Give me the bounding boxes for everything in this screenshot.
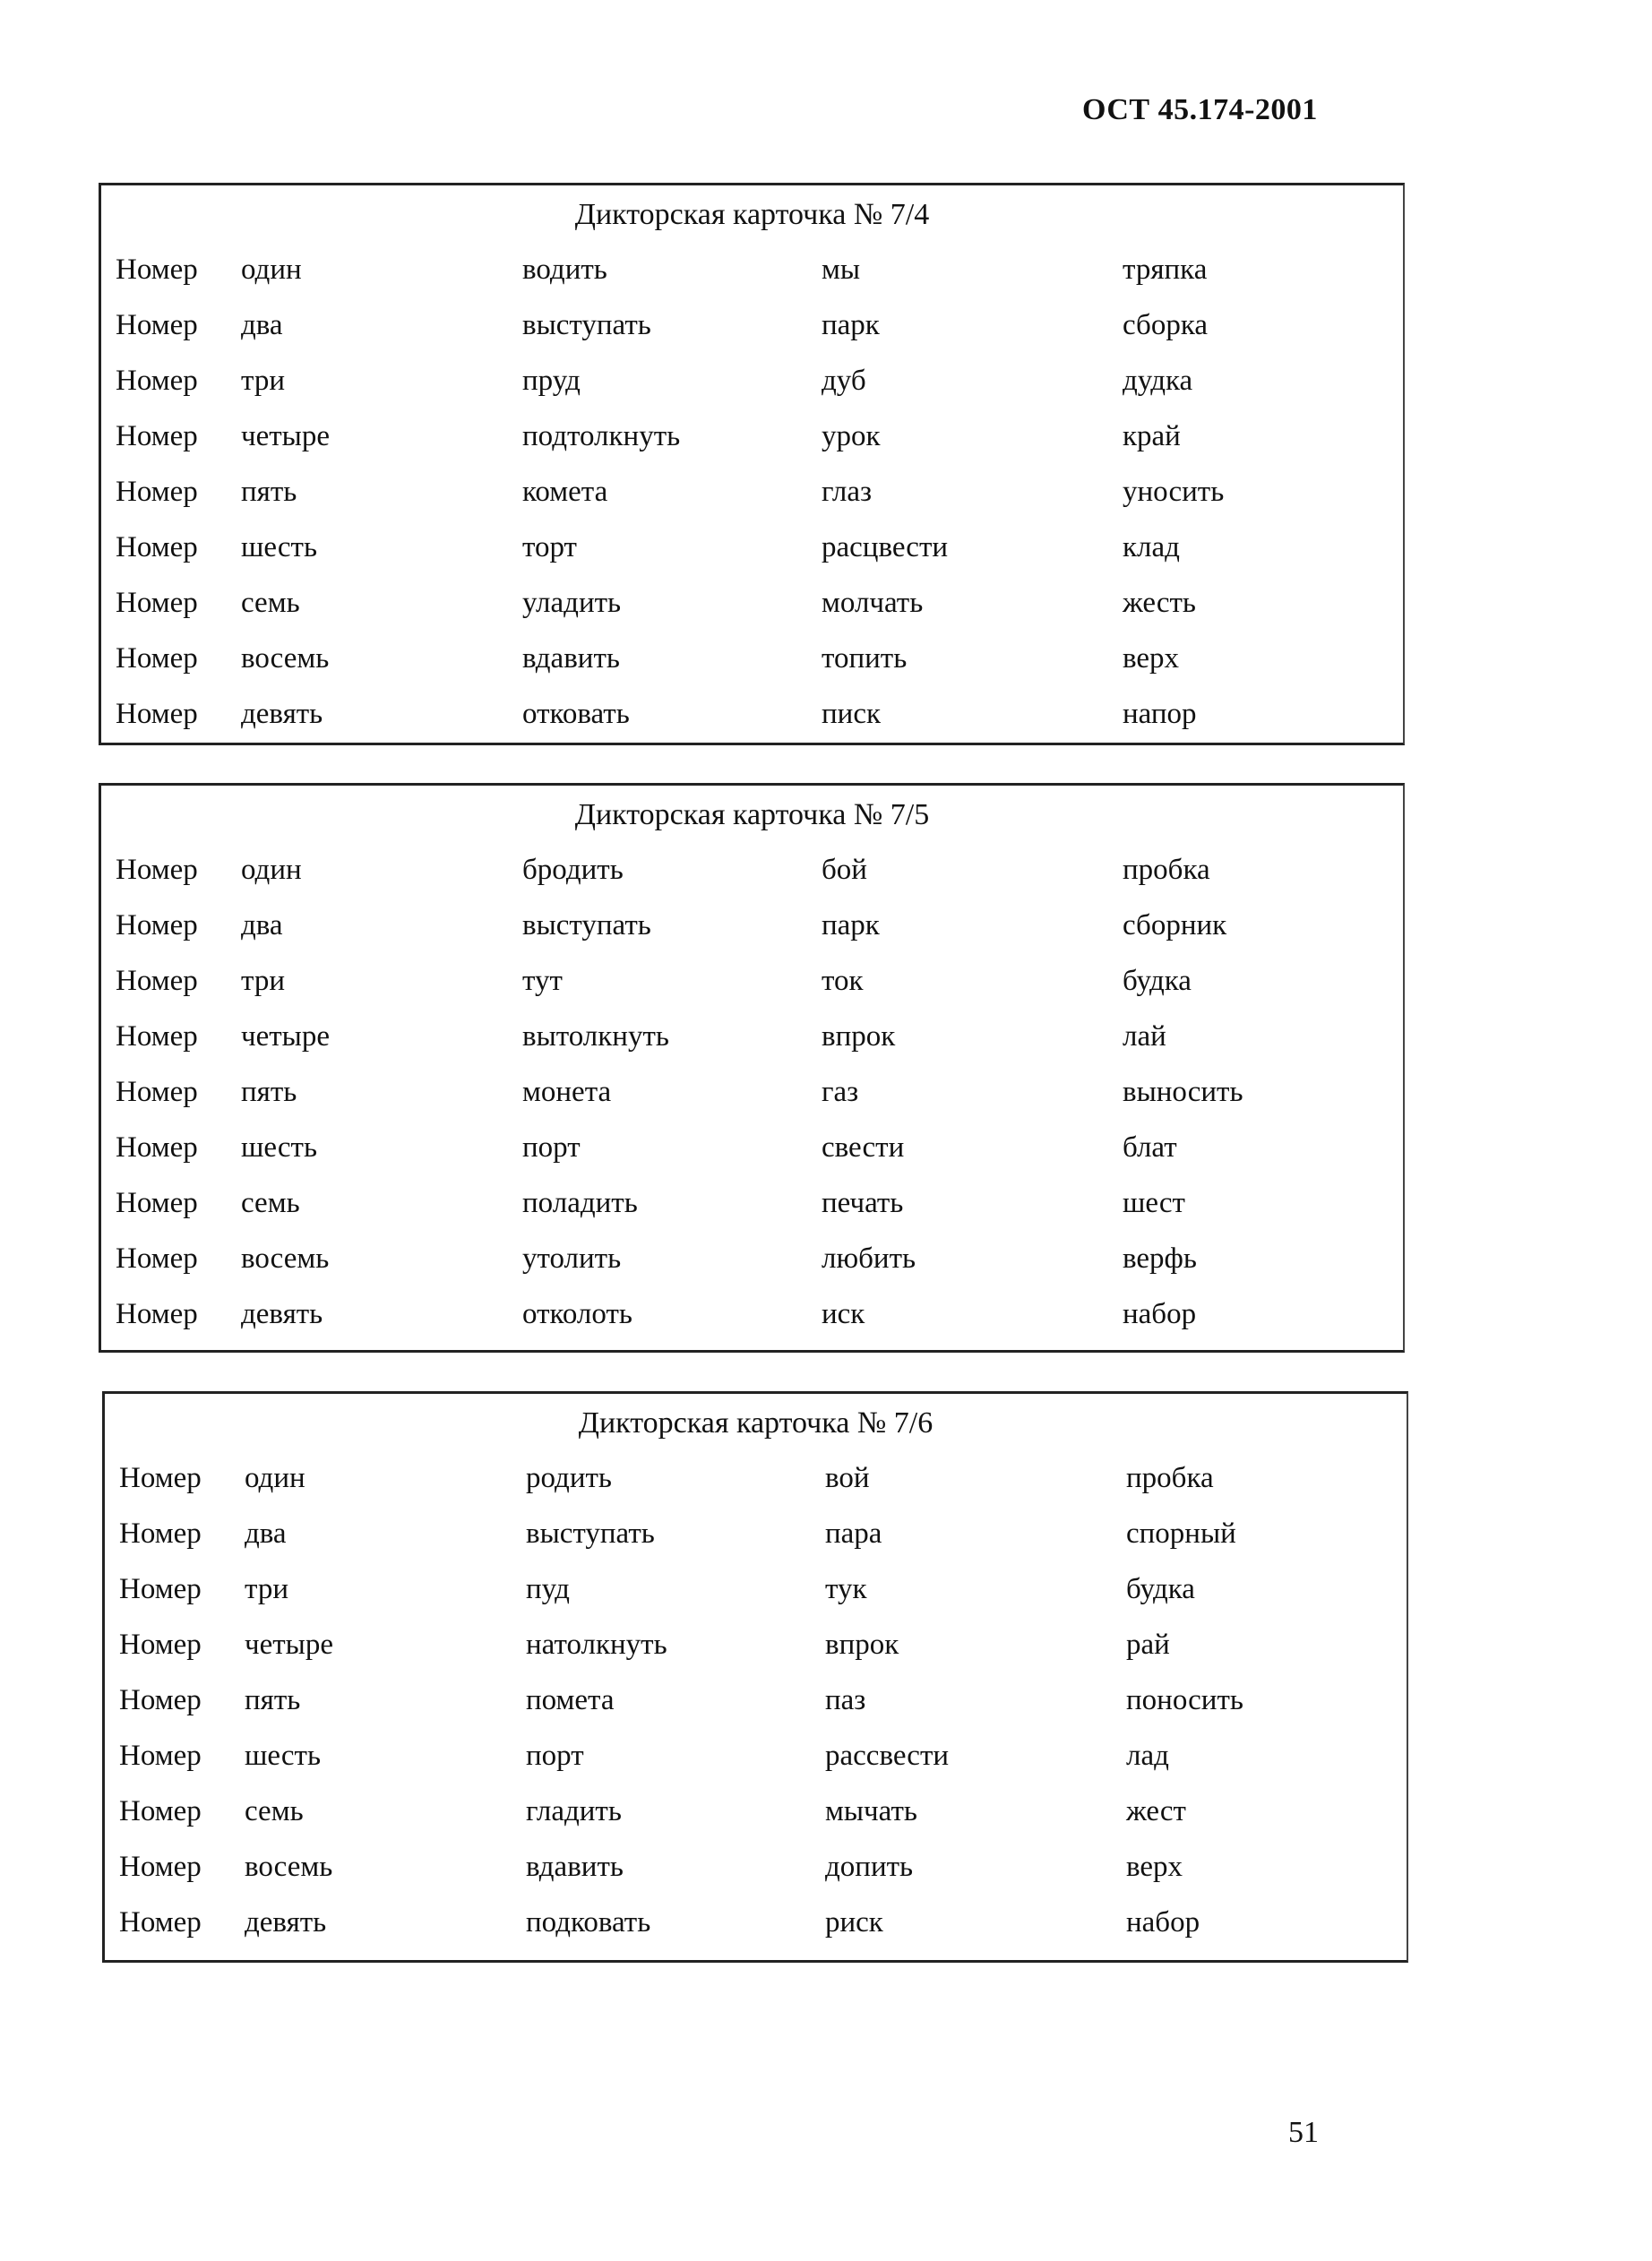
test-word: глаз <box>822 476 873 508</box>
test-word: пуд <box>526 1573 570 1605</box>
test-word: лай <box>1123 1020 1166 1053</box>
row-label: Номер <box>116 642 198 675</box>
card-row <box>101 587 1403 632</box>
test-word: уладить <box>522 587 622 619</box>
test-word: спорный <box>1126 1517 1236 1550</box>
test-word: урок <box>822 420 881 452</box>
card-row <box>101 531 1403 576</box>
test-word: гладить <box>526 1795 622 1827</box>
card-row <box>101 1298 1403 1343</box>
test-word: вдавить <box>522 642 620 675</box>
test-word: уносить <box>1123 476 1225 508</box>
card-title: Дикторская карточка № 7/4 <box>574 198 930 231</box>
card-row <box>101 1242 1403 1287</box>
row-label: Номер <box>119 1740 202 1772</box>
test-word: поладить <box>522 1187 638 1219</box>
card-row <box>105 1684 1407 1729</box>
row-label: Номер <box>119 1795 202 1827</box>
test-word: топить <box>822 642 908 675</box>
test-word: рассвести <box>825 1740 950 1772</box>
row-number-word: шесть <box>241 531 317 563</box>
test-word: родить <box>526 1462 612 1494</box>
test-word: шест <box>1123 1187 1185 1219</box>
test-word: иск <box>822 1298 865 1330</box>
test-word: тут <box>522 965 563 997</box>
test-word: вытолкнуть <box>522 1020 669 1053</box>
test-word: пробка <box>1123 854 1210 886</box>
row-number-word: восемь <box>241 1242 330 1275</box>
test-word: любить <box>822 1242 916 1275</box>
card-row <box>101 476 1403 520</box>
row-number-word: один <box>245 1462 305 1494</box>
row-label: Номер <box>116 420 198 452</box>
row-label: Номер <box>116 854 198 886</box>
row-label: Номер <box>116 909 198 941</box>
row-label: Номер <box>119 1517 202 1550</box>
test-word: выступать <box>522 909 651 941</box>
test-word: верфь <box>1123 1242 1197 1275</box>
test-word: тряпка <box>1123 254 1208 286</box>
card-row <box>105 1851 1407 1896</box>
test-word: дуб <box>822 365 866 397</box>
test-word: пара <box>825 1517 882 1550</box>
test-word: подковать <box>526 1906 651 1939</box>
row-number-word: два <box>241 909 283 941</box>
speaker-card <box>102 1391 1408 1963</box>
card-row <box>105 1795 1407 1840</box>
test-word: паз <box>825 1684 866 1716</box>
test-word: отковать <box>522 698 630 730</box>
test-word: молчать <box>822 587 924 619</box>
row-label: Номер <box>119 1573 202 1605</box>
test-word: набор <box>1126 1906 1200 1939</box>
card-row <box>101 909 1403 954</box>
row-label: Номер <box>116 476 198 508</box>
test-word: выносить <box>1123 1076 1243 1108</box>
test-word: поносить <box>1126 1684 1243 1716</box>
test-word: газ <box>822 1076 859 1108</box>
test-word: комета <box>522 476 608 508</box>
test-word: впрок <box>822 1020 896 1053</box>
card-row <box>101 309 1403 354</box>
row-label: Номер <box>116 1298 198 1330</box>
card-row <box>101 1187 1403 1232</box>
row-label: Номер <box>116 1020 198 1053</box>
test-word: помета <box>526 1684 615 1716</box>
card-row <box>105 1629 1407 1673</box>
row-label: Номер <box>116 1187 198 1219</box>
card-row <box>101 698 1403 743</box>
test-word: бродить <box>522 854 624 886</box>
test-word: набор <box>1123 1298 1197 1330</box>
test-word: сборник <box>1123 909 1227 941</box>
row-label: Номер <box>119 1851 202 1883</box>
card-row <box>101 365 1403 409</box>
test-word: напор <box>1123 698 1197 730</box>
document-code: ОСТ 45.174-2001 <box>1082 93 1318 126</box>
test-word: будка <box>1126 1573 1195 1605</box>
test-word: будка <box>1123 965 1192 997</box>
row-number-word: семь <box>245 1795 304 1827</box>
row-number-word: два <box>245 1517 287 1550</box>
test-word: расцвести <box>822 531 949 563</box>
row-number-word: шесть <box>241 1131 317 1164</box>
row-number-word: шесть <box>245 1740 321 1772</box>
test-word: сборка <box>1123 309 1209 341</box>
test-word: выступать <box>522 309 651 341</box>
row-number-word: пять <box>245 1684 301 1716</box>
row-number-word: два <box>241 309 283 341</box>
card-row <box>105 1906 1407 1951</box>
test-word: порт <box>522 1131 581 1164</box>
row-label: Номер <box>116 531 198 563</box>
test-word: край <box>1123 420 1181 452</box>
card-title: Дикторская карточка № 7/5 <box>574 798 930 831</box>
row-number-word: один <box>241 854 302 886</box>
test-word: пруд <box>522 365 581 397</box>
test-word: водить <box>522 254 607 286</box>
test-word: дудка <box>1123 365 1193 397</box>
row-label: Номер <box>119 1684 202 1716</box>
row-label: Номер <box>116 1131 198 1164</box>
row-number-word: семь <box>241 1187 300 1219</box>
row-number-word: три <box>241 365 285 397</box>
row-label: Номер <box>116 365 198 397</box>
card-row <box>101 854 1403 898</box>
card-row <box>101 420 1403 465</box>
test-word: блат <box>1123 1131 1177 1164</box>
row-label: Номер <box>116 698 198 730</box>
card-row <box>101 1131 1403 1176</box>
row-number-word: семь <box>241 587 300 619</box>
row-number-word: один <box>241 254 302 286</box>
test-word: подтолкнуть <box>522 420 681 452</box>
row-number-word: восемь <box>245 1851 333 1883</box>
test-word: порт <box>526 1740 584 1772</box>
test-word: писк <box>822 698 881 730</box>
test-word: лад <box>1126 1740 1169 1772</box>
test-word: жесть <box>1123 587 1196 619</box>
test-word: свести <box>822 1131 905 1164</box>
test-word: мычать <box>825 1795 917 1827</box>
row-number-word: три <box>245 1573 288 1605</box>
row-number-word: четыре <box>245 1629 333 1661</box>
card-row <box>101 965 1403 1010</box>
test-word: парк <box>822 909 880 941</box>
card-row <box>105 1462 1407 1507</box>
test-word: рай <box>1126 1629 1170 1661</box>
test-word: верх <box>1123 642 1180 675</box>
row-label: Номер <box>116 1242 198 1275</box>
test-word: допить <box>825 1851 914 1883</box>
card-row <box>105 1517 1407 1562</box>
card-title: Дикторская карточка № 7/6 <box>578 1406 934 1440</box>
row-label: Номер <box>119 1629 202 1661</box>
row-label: Номер <box>116 309 198 341</box>
test-word: бой <box>822 854 867 886</box>
test-word: монета <box>522 1076 612 1108</box>
test-word: пробка <box>1126 1462 1214 1494</box>
test-word: отколоть <box>522 1298 632 1330</box>
test-word: печать <box>822 1187 904 1219</box>
page-number: 51 <box>1288 2116 1319 2149</box>
row-number-word: девять <box>245 1906 327 1939</box>
test-word: торт <box>522 531 577 563</box>
test-word: выступать <box>526 1517 655 1550</box>
test-word: мы <box>822 254 861 286</box>
row-label: Номер <box>119 1462 202 1494</box>
test-word: натолкнуть <box>526 1629 667 1661</box>
test-word: риск <box>825 1906 883 1939</box>
row-number-word: три <box>241 965 285 997</box>
card-row <box>101 1076 1403 1121</box>
row-label: Номер <box>116 587 198 619</box>
row-number-word: четыре <box>241 420 330 452</box>
test-word: утолить <box>522 1242 622 1275</box>
row-label: Номер <box>116 1076 198 1108</box>
test-word: клад <box>1123 531 1180 563</box>
row-label: Номер <box>119 1906 202 1939</box>
row-number-word: восемь <box>241 642 330 675</box>
card-row <box>105 1573 1407 1618</box>
test-word: верх <box>1126 1851 1183 1883</box>
test-word: впрок <box>825 1629 899 1661</box>
test-word: вдавить <box>526 1851 624 1883</box>
speaker-card <box>99 183 1405 745</box>
row-number-word: девять <box>241 698 323 730</box>
card-row <box>101 642 1403 687</box>
card-row <box>101 1020 1403 1065</box>
row-label: Номер <box>116 254 198 286</box>
row-number-word: девять <box>241 1298 323 1330</box>
speaker-card <box>99 783 1405 1353</box>
row-number-word: пять <box>241 476 297 508</box>
card-row <box>101 254 1403 298</box>
test-word: ток <box>822 965 864 997</box>
row-number-word: пять <box>241 1076 297 1108</box>
row-label: Номер <box>116 965 198 997</box>
test-word: парк <box>822 309 880 341</box>
test-word: тук <box>825 1573 867 1605</box>
row-number-word: четыре <box>241 1020 330 1053</box>
test-word: жест <box>1126 1795 1186 1827</box>
card-row <box>105 1740 1407 1784</box>
test-word: вой <box>825 1462 870 1494</box>
